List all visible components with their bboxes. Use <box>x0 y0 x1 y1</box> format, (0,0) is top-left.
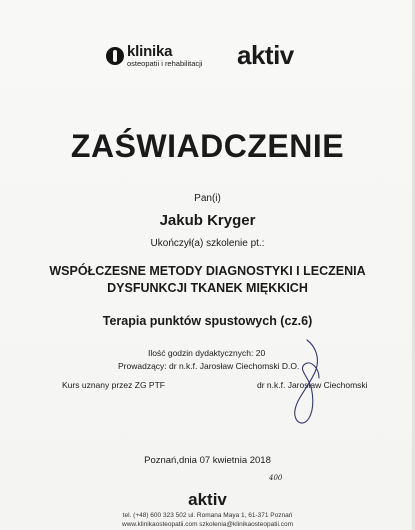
hours-text: Ilość godzin dydaktycznych: 20 <box>148 348 266 358</box>
footer-contact-line2: www.klinikaosteopatii.com szkolenia@klinikaosteopatii.com <box>122 521 293 528</box>
footer-aktiv-logo: aktiv <box>188 490 227 509</box>
klinika-logo-subtitle: osteopatii i rehabilitacji <box>127 59 203 68</box>
klinika-logo-icon <box>106 47 124 65</box>
footer-contact-line1: tel. (+48) 600 323 502 ul. Romana Maya 1, 61-371 Poznań <box>122 512 293 519</box>
serial-number-text: 400 <box>269 474 283 482</box>
salutation: Pan(i) <box>194 193 221 204</box>
course-title-line1: WSPÓŁCZESNE METODY DIAGNOSTYKI I LECZENIA <box>49 264 366 278</box>
completed-text: Ukończył(a) szkolenie pt.: <box>150 238 265 249</box>
accreditation-text: Kurs uznany przez ZG PTF <box>62 380 165 390</box>
handwritten-signature <box>285 338 335 430</box>
place-date: Poznań,dnia 07 kwietnia 2018 <box>144 455 271 466</box>
aktiv-logo: aktiv <box>237 40 294 70</box>
klinika-logo-name: klinika <box>127 43 173 60</box>
recipient-name: Jakub Kryger <box>159 212 256 229</box>
klinika-logo <box>106 44 202 68</box>
instructor-text: Prowadzący: dr n.k.f. Jarosław Ciechomski D.O. <box>118 361 300 371</box>
course-subtitle: Terapia punktów spustowych (cz.6) <box>102 314 313 328</box>
certificate-title: ZAŚWIADCZENIE <box>70 128 345 164</box>
signatory-text: dr n.k.f. Jarosław Ciechomski <box>257 380 368 390</box>
course-title-line2: DYSFUNKCJI TKANEK MIĘKKICH <box>107 281 308 295</box>
serial-number-mark <box>267 472 291 482</box>
